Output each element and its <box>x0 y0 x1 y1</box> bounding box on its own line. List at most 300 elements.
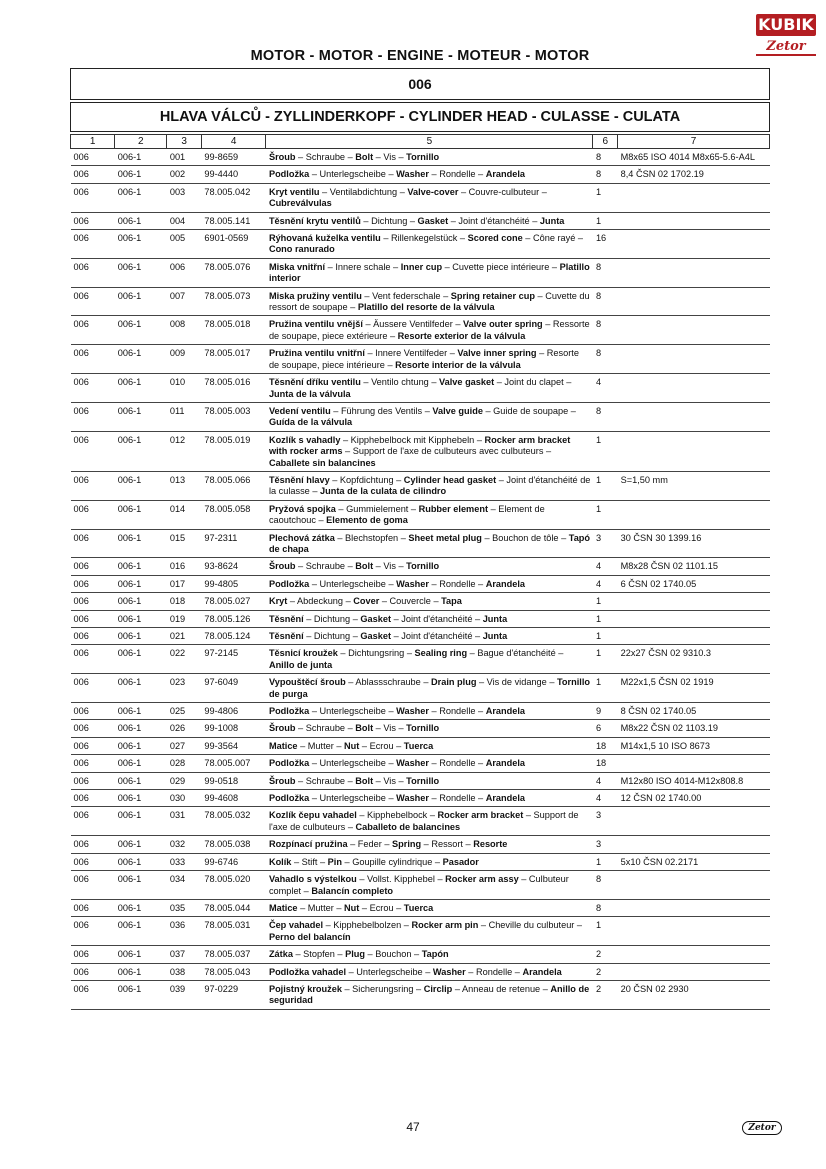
note-cell: M8x28 ČSN 02 1101.15 <box>618 558 770 575</box>
subgroup-cell: 006-1 <box>115 871 167 900</box>
group-cell: 006 <box>71 737 115 754</box>
group-cell: 006 <box>71 853 115 870</box>
note-cell: M12x80 ISO 4014-M12x808.8 <box>618 772 770 789</box>
group-cell: 006 <box>71 645 115 674</box>
quantity-cell: 8 <box>593 871 618 900</box>
description-cell: Miska vnitřní – Innere schale – Inner cup – Cuvette piece intérieure – Platillo interior <box>266 258 593 287</box>
description-cz: Podložka <box>268 758 310 769</box>
description-de: Äussere Ventilfeder <box>373 319 453 330</box>
quantity-cell: 2 <box>593 946 618 963</box>
description-de: Stift <box>301 856 318 867</box>
description-fr: Rondelle <box>439 169 476 180</box>
column-header: 6 <box>593 135 618 149</box>
part-number-cell: 97-2311 <box>201 529 266 558</box>
subgroup-cell: 006-1 <box>115 287 167 316</box>
quantity-cell: 16 <box>593 230 618 259</box>
description-de: Kopfdichtung <box>339 474 394 485</box>
description-de: Feder <box>357 839 382 850</box>
position-cell: 002 <box>167 166 202 183</box>
description-fr: Anneau de retenue <box>462 983 541 994</box>
description-de: Vent federschale <box>372 290 441 301</box>
position-cell: 032 <box>167 836 202 853</box>
description-de: Mutter <box>307 902 334 913</box>
part-number-cell: 78.005.038 <box>201 836 266 853</box>
description-es: Tornillo <box>406 561 440 572</box>
description-cz: Kryt ventilu <box>268 186 320 197</box>
position-cell: 038 <box>167 963 202 980</box>
description-en: Sealing ring <box>414 648 468 659</box>
column-header: 2 <box>115 135 167 149</box>
table-row <box>71 628 770 645</box>
part-number-cell: 78.005.043 <box>201 963 266 980</box>
position-cell: 035 <box>167 899 202 916</box>
subgroup-cell: 006-1 <box>115 899 167 916</box>
quantity-cell: 3 <box>593 807 618 836</box>
description-cz: Podložka <box>268 578 310 589</box>
group-cell: 006 <box>71 917 115 946</box>
description-cell: Těsnění hlavy – Kopfdichtung – Cylinder head gasket – Joint d'étanchéité de la culasse – Junta de la culata de cilindro <box>266 471 593 500</box>
description-fr: Joint d'étanchéité <box>401 631 473 641</box>
subgroup-cell: 006-1 <box>115 316 167 345</box>
quantity-cell: 1 <box>593 183 618 212</box>
description-en: Bolt <box>355 775 374 786</box>
note-cell: M8x65 ISO 4014 M8x65-5.6-A4L <box>618 149 770 166</box>
subgroup-cell: 006-1 <box>115 807 167 836</box>
part-number-cell: 99-4440 <box>201 166 266 183</box>
note-cell <box>618 755 770 772</box>
description-de: Dichtungsring <box>348 648 405 659</box>
table-row <box>71 772 770 789</box>
column-header: 4 <box>201 135 266 149</box>
group-cell: 006 <box>71 703 115 720</box>
description-cz: Kozlík čepu vahadel <box>268 810 357 821</box>
quantity-cell: 1 <box>593 628 618 645</box>
description-de: Gummielement <box>346 503 409 514</box>
description-de: Blechstopfen <box>345 532 399 543</box>
note-cell: 8,4 ČSN 02 1702.19 <box>618 166 770 183</box>
group-cell: 006 <box>71 674 115 703</box>
description-de: Dichtung <box>371 215 408 226</box>
position-cell: 039 <box>167 980 202 1009</box>
description-cell: Pružina ventilu vnitřní – Innere Ventilfeder – Valve inner spring – Resorte de soupape, piece intérieure – Resorte interior de la válvula <box>266 345 593 374</box>
column-header: 7 <box>618 135 770 149</box>
note-cell <box>618 230 770 259</box>
column-header: 3 <box>167 135 202 149</box>
description-cell: Šroub – Schraube – Bolt – Vis – Tornillo <box>266 720 593 737</box>
description-en: Valve inner spring <box>457 348 537 359</box>
quantity-cell: 8 <box>593 316 618 345</box>
position-cell: 005 <box>167 230 202 259</box>
table-row <box>71 258 770 287</box>
note-cell <box>618 610 770 627</box>
group-cell: 006 <box>71 183 115 212</box>
position-cell: 037 <box>167 946 202 963</box>
description-cell: Těsnění – Dichtung – Gasket – Joint d'étanchéité – Junta <box>266 628 593 645</box>
description-en: Bolt <box>355 723 374 734</box>
quantity-cell: 6 <box>593 720 618 737</box>
description-es: Platillo interior <box>268 261 590 284</box>
description-cz: Podložka <box>268 793 310 804</box>
description-es: Tuerca <box>403 902 434 913</box>
note-cell <box>618 807 770 836</box>
table-row <box>71 230 770 259</box>
description-fr: Cuvette piece intérieure <box>452 261 550 272</box>
note-cell: M14x1,5 10 ISO 8673 <box>618 737 770 754</box>
description-es: Arandela <box>522 966 562 977</box>
description-de: Unterlegscheibe <box>319 578 386 589</box>
group-cell: 006 <box>71 946 115 963</box>
kubik-logo: KUBIK <box>756 14 816 36</box>
position-cell: 013 <box>167 471 202 500</box>
description-fr: Bouchon de tôle <box>492 532 559 543</box>
quantity-cell: 1 <box>593 645 618 674</box>
description-cell: Těsnění krytu ventilů – Dichtung – Gasket – Joint d'étanchéité – Junta <box>266 212 593 229</box>
quantity-cell: 1 <box>593 853 618 870</box>
description-cz: Šroub <box>268 152 296 162</box>
page-number: 47 <box>406 1120 420 1134</box>
description-es: Cono ranurado <box>268 244 335 255</box>
description-es: Caballeto de balancines <box>355 821 461 832</box>
quantity-cell: 9 <box>593 703 618 720</box>
zetor-footer-logo: Zetor <box>742 1121 782 1135</box>
quantity-cell: 8 <box>593 899 618 916</box>
position-cell: 004 <box>167 212 202 229</box>
quantity-cell: 1 <box>593 593 618 610</box>
part-number-cell: 99-4806 <box>201 703 266 720</box>
description-en: Valve guide <box>432 405 483 416</box>
description-de: Unterlegscheibe <box>319 169 386 180</box>
quantity-cell: 1 <box>593 431 618 471</box>
part-number-cell: 78.005.073 <box>201 287 266 316</box>
description-cz: Pružina ventilu vnitřní <box>268 348 365 359</box>
description-fr: Vis <box>383 723 396 734</box>
table-row <box>71 980 770 1009</box>
description-fr: Vis <box>383 561 396 572</box>
description-fr: Couvre-culbuteur <box>468 186 540 197</box>
group-cell: 006 <box>71 807 115 836</box>
description-de: Mutter <box>307 740 334 751</box>
description-cz: Pružina ventilu vnější <box>268 319 363 330</box>
table-row <box>71 431 770 471</box>
description-en: Washer <box>396 793 429 804</box>
position-cell: 010 <box>167 374 202 403</box>
table-row <box>71 645 770 674</box>
group-cell: 006 <box>71 790 115 807</box>
description-en: Gasket <box>360 613 392 624</box>
description-fr: Ressort <box>431 839 463 850</box>
part-number-cell: 78.005.141 <box>201 212 266 229</box>
table-row <box>71 674 770 703</box>
description-es: Junta <box>482 613 508 624</box>
description-en: Gasket <box>360 631 392 641</box>
description-en: Drain plug <box>431 677 477 688</box>
part-number-cell: 6901-0569 <box>201 230 266 259</box>
part-number-cell: 78.005.066 <box>201 471 266 500</box>
position-cell: 011 <box>167 402 202 431</box>
description-fr: Ecrou <box>369 902 394 913</box>
subgroup-cell: 006-1 <box>115 720 167 737</box>
description-cz: Podložka vahadel <box>268 966 347 977</box>
page-title: MOTOR - MOTOR - ENGINE - MOTEUR - MOTOR <box>250 48 590 64</box>
group-cell: 006 <box>71 149 115 166</box>
description-de: Innere schale <box>335 261 391 272</box>
part-number-cell: 78.005.042 <box>201 183 266 212</box>
group-cell: 006 <box>71 230 115 259</box>
description-cell: Kozlík s vahadly – Kipphebelbock mit Kipphebeln – Rocker arm bracket with rocker arms – Support de l'axe de culbuteurs avec culbuteurs – Caballete sin balancines <box>266 431 593 471</box>
description-cell: Podložka vahadel – Unterlegscheibe – Washer – Rondelle – Arandela <box>266 963 593 980</box>
quantity-cell: 1 <box>593 674 618 703</box>
subgroup-cell: 006-1 <box>115 917 167 946</box>
description-cell: Vypouštěcí šroub – Ablassschraube – Drain plug – Vis de vidange – Tornillo de purga <box>266 674 593 703</box>
subgroup-cell: 006-1 <box>115 166 167 183</box>
part-number-cell: 78.005.037 <box>201 946 266 963</box>
description-cz: Šroub <box>268 775 296 786</box>
table-row <box>71 287 770 316</box>
description-fr: Joint d'étanchéité <box>458 215 530 226</box>
table-row <box>71 183 770 212</box>
description-en: Rocker arm pin <box>411 920 479 931</box>
description-es: Junta <box>482 631 508 641</box>
description-es: Cubreválvulas <box>268 198 332 209</box>
quantity-cell: 8 <box>593 149 618 166</box>
description-cell: Vedení ventilu – Führung des Ventils – Valve guide – Guide de soupape – Guída de la válvula <box>266 402 593 431</box>
part-number-cell: 99-1008 <box>201 720 266 737</box>
part-number-cell: 99-0518 <box>201 772 266 789</box>
description-fr: Guide de soupape <box>493 405 569 416</box>
note-cell <box>618 963 770 980</box>
note-cell <box>618 258 770 287</box>
description-en: Spring <box>392 839 422 850</box>
position-cell: 016 <box>167 558 202 575</box>
note-cell <box>618 593 770 610</box>
subgroup-cell: 006-1 <box>115 183 167 212</box>
part-number-cell: 99-4805 <box>201 575 266 592</box>
description-de: Vollst. Kipphebel <box>366 874 435 885</box>
description-cz: Plechová zátka <box>268 532 335 543</box>
description-cz: Těsnicí kroužek <box>268 648 338 659</box>
table-row <box>71 374 770 403</box>
description-cell: Matice – Mutter – Nut – Ecrou – Tuerca <box>266 737 593 754</box>
description-cz: Matice <box>268 740 298 751</box>
description-es: Perno del balancín <box>268 931 351 942</box>
description-cell: Šroub – Schraube – Bolt – Vis – Tornillo <box>266 772 593 789</box>
quantity-cell: 8 <box>593 287 618 316</box>
quantity-cell: 8 <box>593 402 618 431</box>
group-cell: 006 <box>71 402 115 431</box>
quantity-cell: 2 <box>593 963 618 980</box>
description-fr: Cuvette du ressort de soupape <box>268 290 590 313</box>
table-row <box>71 212 770 229</box>
description-cz: Kryt <box>268 596 288 607</box>
description-es: Tornillo <box>406 723 440 734</box>
note-cell <box>618 431 770 471</box>
position-cell: 026 <box>167 720 202 737</box>
parts-table <box>70 134 770 1010</box>
table-row <box>71 790 770 807</box>
quantity-cell: 18 <box>593 737 618 754</box>
description-es: Resorte exterior de la válvula <box>397 330 526 341</box>
group-cell: 006 <box>71 166 115 183</box>
description-cell: Plechová zátka – Blechstopfen – Sheet metal plug – Bouchon de tôle – Tapó de chapa <box>266 529 593 558</box>
note-cell: 8 ČSN 02 1740.05 <box>618 703 770 720</box>
subgroup-cell: 006-1 <box>115 853 167 870</box>
description-de: Kipphebelbock mit Kipphebeln <box>350 434 475 445</box>
description-es: Guída de la válvula <box>268 417 353 428</box>
subgroup-cell: 006-1 <box>115 772 167 789</box>
part-number-cell: 78.005.003 <box>201 402 266 431</box>
column-header: 5 <box>266 135 593 149</box>
part-number-cell: 97-0229 <box>201 980 266 1009</box>
subgroup-cell: 006-1 <box>115 575 167 592</box>
description-fr: Rondelle <box>439 758 476 769</box>
group-cell: 006 <box>71 575 115 592</box>
description-cz: Kolík <box>268 856 292 867</box>
group-cell: 006 <box>71 258 115 287</box>
description-de: Abdeckung <box>297 596 344 607</box>
part-number-cell: 78.005.019 <box>201 431 266 471</box>
table-row <box>71 610 770 627</box>
subgroup-cell: 006-1 <box>115 431 167 471</box>
description-en: Valve-cover <box>407 186 459 197</box>
position-cell: 006 <box>167 258 202 287</box>
description-cell: Pružina ventilu vnější – Äussere Ventilfeder – Valve outer spring – Ressorte de soupape, piece extérieure – Resorte exterior de la válvula <box>266 316 593 345</box>
description-en: Valve gasket <box>439 377 495 388</box>
table-row <box>71 853 770 870</box>
group-cell: 006 <box>71 431 115 471</box>
description-cell: Těsnicí kroužek – Dichtungsring – Sealing ring – Bague d'étanchéité – Anillo de junta <box>266 645 593 674</box>
part-number-cell: 97-2145 <box>201 645 266 674</box>
description-cz: Pojistný kroužek <box>268 983 342 994</box>
description-cell: Těsnění – Dichtung – Gasket – Joint d'étanchéité – Junta <box>266 610 593 627</box>
subgroup-cell: 006-1 <box>115 790 167 807</box>
part-number-cell: 78.005.007 <box>201 755 266 772</box>
table-row <box>71 593 770 610</box>
table-row <box>71 946 770 963</box>
group-cell: 006 <box>71 628 115 645</box>
quantity-cell: 18 <box>593 755 618 772</box>
group-cell: 006 <box>71 471 115 500</box>
subgroup-cell: 006-1 <box>115 258 167 287</box>
description-cz: Těsnění krytu ventilů <box>268 215 361 226</box>
description-cz: Těsnění <box>268 613 304 624</box>
table-row <box>71 575 770 592</box>
table-header-row <box>71 135 770 149</box>
group-cell: 006 <box>71 899 115 916</box>
part-number-cell: 78.005.076 <box>201 258 266 287</box>
description-es: Anillo de seguridad <box>268 983 590 1006</box>
position-cell: 029 <box>167 772 202 789</box>
description-cell: Matice – Mutter – Nut – Ecrou – Tuerca <box>266 899 593 916</box>
description-es: Junta de la válvula <box>268 388 351 399</box>
part-number-cell: 78.005.027 <box>201 593 266 610</box>
subgroup-cell: 006-1 <box>115 755 167 772</box>
table-row <box>71 871 770 900</box>
quantity-cell: 1 <box>593 212 618 229</box>
description-en: Bolt <box>355 152 374 162</box>
table-row <box>71 529 770 558</box>
position-cell: 030 <box>167 790 202 807</box>
description-de: Unterlegscheibe <box>356 966 423 977</box>
note-cell <box>618 871 770 900</box>
note-cell: M22x1,5 ČSN 02 1919 <box>618 674 770 703</box>
description-cell: Kryt ventilu – Ventilabdichtung – Valve-cover – Couvre-culbuteur – Cubreválvulas <box>266 183 593 212</box>
part-number-cell: 78.005.126 <box>201 610 266 627</box>
quantity-cell: 3 <box>593 529 618 558</box>
subgroup-cell: 006-1 <box>115 374 167 403</box>
description-fr: Ressorte de soupape, piece extérieure <box>268 319 590 341</box>
description-es: Platillo del resorte de la válvula <box>357 302 495 313</box>
subgroup-cell: 006-1 <box>115 836 167 853</box>
quantity-cell: 8 <box>593 345 618 374</box>
subgroup-cell: 006-1 <box>115 149 167 166</box>
quantity-cell: 8 <box>593 258 618 287</box>
description-cz: Šroub <box>268 561 296 572</box>
description-en: Spring retainer cup <box>450 290 535 301</box>
table-row <box>71 917 770 946</box>
subgroup-cell: 006-1 <box>115 500 167 529</box>
description-cell: Šroub – Schraube – Bolt – Vis – Tornillo <box>266 558 593 575</box>
table-row <box>71 737 770 754</box>
description-fr: Vis <box>383 152 396 162</box>
group-cell: 006 <box>71 963 115 980</box>
note-cell: 22x27 ČSN 02 9310.3 <box>618 645 770 674</box>
position-cell: 018 <box>167 593 202 610</box>
description-es: Resorte interior de la válvula <box>395 359 521 370</box>
part-number-cell: 78.005.020 <box>201 871 266 900</box>
description-fr: Cheville du culbuteur <box>488 920 575 931</box>
note-cell <box>618 402 770 431</box>
quantity-cell: 3 <box>593 836 618 853</box>
note-cell <box>618 917 770 946</box>
group-cell: 006 <box>71 610 115 627</box>
position-cell: 015 <box>167 529 202 558</box>
position-cell: 001 <box>167 149 202 166</box>
description-es: Tornillo de purga <box>268 677 590 699</box>
description-en: Cylinder head gasket <box>403 474 497 485</box>
description-cz: Rozpínací pružina <box>268 839 348 850</box>
subgroup-cell: 006-1 <box>115 645 167 674</box>
description-de: Dichtung <box>313 613 351 624</box>
note-cell <box>618 946 770 963</box>
position-cell: 008 <box>167 316 202 345</box>
description-en: Sheet metal plug <box>408 532 482 543</box>
description-en: Nut <box>344 740 360 751</box>
part-number-cell: 93-8624 <box>201 558 266 575</box>
group-cell: 006 <box>71 720 115 737</box>
description-de: Unterlegscheibe <box>319 793 386 804</box>
description-es: Tapón <box>421 949 449 960</box>
description-cz: Vedení ventilu <box>268 405 331 416</box>
description-fr: Rondelle <box>439 793 476 804</box>
position-cell: 027 <box>167 737 202 754</box>
description-cz: Miska vnitřní <box>268 261 326 272</box>
description-cell: Vahadlo s výstelkou – Vollst. Kipphebel – Rocker arm assy – Culbuteur complet – Balancín completo <box>266 871 593 900</box>
description-de: Führung des Ventils <box>340 405 423 416</box>
group-cell: 006 <box>71 529 115 558</box>
description-fr: Goupille cylindrique <box>352 856 433 867</box>
description-es: Junta <box>539 215 565 226</box>
description-es: Tornillo <box>406 775 440 786</box>
description-es: Pasador <box>442 856 479 867</box>
description-cz: Rýhovaná kuželka ventilu <box>268 233 381 244</box>
quantity-cell: 1 <box>593 610 618 627</box>
part-number-cell: 99-4608 <box>201 790 266 807</box>
group-cell: 006 <box>71 755 115 772</box>
description-cell: Pryžová spojka – Gummielement – Rubber element – Element de caoutchouc – Elemento de goma <box>266 500 593 529</box>
description-de: Schraube <box>305 775 346 786</box>
position-cell: 031 <box>167 807 202 836</box>
description-de: Sicherungsring <box>352 983 414 994</box>
